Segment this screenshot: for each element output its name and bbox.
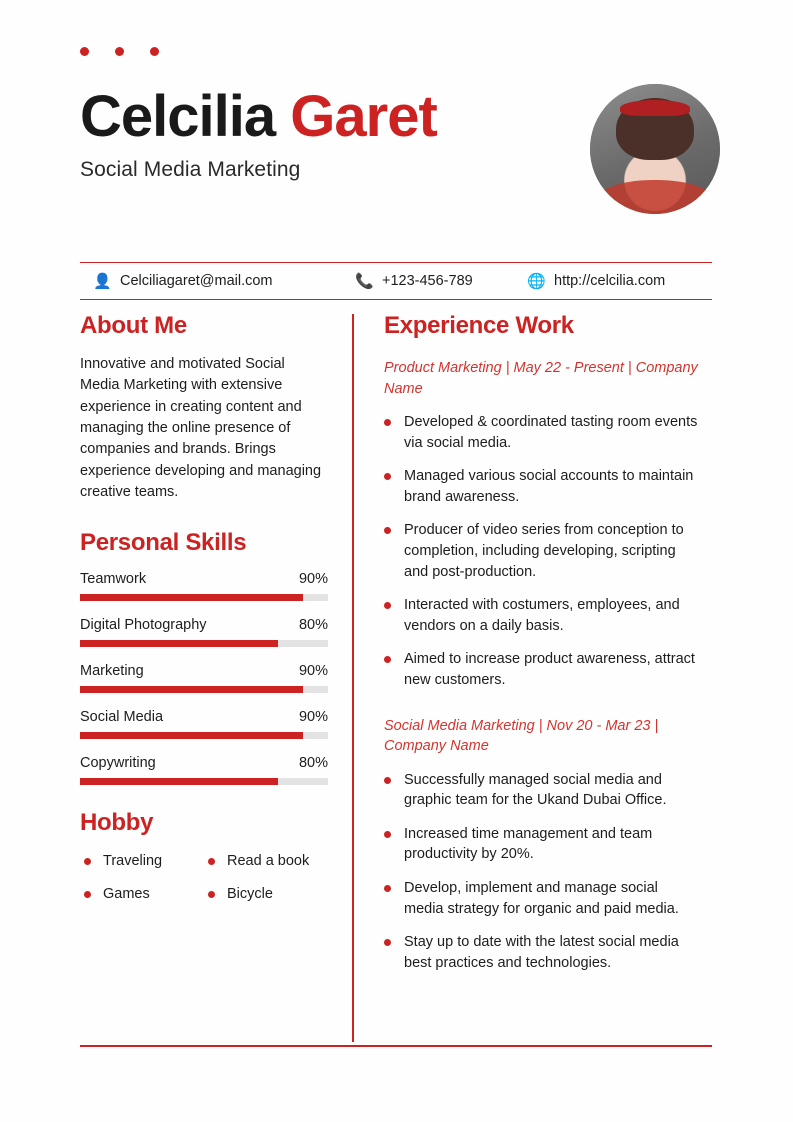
bullet-icon — [208, 891, 215, 898]
contact-website[interactable] — [514, 273, 712, 289]
bullet-icon — [208, 858, 215, 865]
experience-entry — [384, 358, 712, 691]
skill-value: 90% — [298, 709, 328, 726]
resume-header — [80, 84, 720, 218]
last-name: Garet — [290, 84, 437, 149]
bullet-icon — [384, 939, 391, 946]
dot-icon — [150, 47, 159, 56]
skill-label: Social Media — [80, 709, 164, 726]
skill-fill — [80, 594, 303, 601]
bullet-text: Stay up to date with the latest social media best practices and technologies. — [404, 934, 679, 971]
footer-rule — [80, 1045, 712, 1047]
resume-body — [80, 312, 712, 1042]
skill-item — [80, 571, 328, 601]
about-text: Innovative and motivated Social Media Marketing with extensive experience in creating content and managing the online presence of companies and brands. Brings experience developing and managing creative teams. — [80, 356, 322, 500]
job-heading: Social Media Marketing | Nov 20 - Mar 23 | Company Name — [384, 717, 659, 755]
person-icon: 👤 — [93, 272, 112, 290]
experience-title: Experience Work — [384, 312, 574, 339]
list-item — [208, 886, 348, 902]
job-bullets — [384, 770, 712, 974]
skill-value: 90% — [298, 663, 328, 680]
skill-fill — [80, 686, 303, 693]
skill-track — [80, 594, 328, 601]
list-item — [384, 649, 712, 690]
job-subtitle: Social Media Marketing — [80, 158, 301, 181]
list-item — [384, 520, 712, 582]
first-name: Celcilia — [80, 84, 276, 149]
bullet-text: Managed various social accounts to maintain brand awareness. — [404, 468, 694, 505]
contact-email-value: Celciliagaret@mail.com — [120, 273, 273, 289]
list-item — [384, 595, 712, 636]
avatar — [590, 84, 720, 214]
job-heading: Product Marketing | May 22 - Present | Company Name — [384, 360, 698, 397]
skill-value: 90% — [298, 571, 328, 588]
list-item — [384, 878, 712, 919]
bullet-icon — [384, 473, 391, 480]
list-item — [208, 853, 348, 869]
bullet-icon — [84, 858, 91, 865]
skill-label: Teamwork — [80, 571, 147, 588]
hobby-label: Read a book — [227, 853, 310, 870]
skills-title: Personal Skills — [80, 529, 247, 557]
contact-phone[interactable] — [342, 273, 514, 289]
avatar-shoulder — [598, 180, 712, 214]
skill-value: 80% — [298, 617, 328, 634]
bullet-icon — [384, 777, 391, 784]
bullet-icon — [384, 527, 391, 534]
skills-section — [80, 529, 348, 785]
bullet-text: Aimed to increase product awareness, attract new customers. — [404, 651, 695, 688]
hobby-label: Games — [103, 886, 150, 903]
dot-icon — [80, 47, 89, 56]
skill-fill — [80, 640, 278, 647]
bullet-icon — [384, 885, 391, 892]
decorative-dots — [80, 47, 159, 56]
hobby-label: Traveling — [103, 853, 163, 870]
skill-track — [80, 640, 328, 647]
bullet-icon — [384, 656, 391, 663]
section-spacer — [384, 704, 712, 716]
left-column — [80, 312, 348, 902]
list-item — [84, 886, 208, 902]
skill-fill — [80, 732, 303, 739]
bullet-text: Develop, implement and manage social media strategy for organic and paid media. — [404, 879, 679, 917]
list-item — [84, 853, 208, 869]
bullet-text: Successfully managed social media and graphic team for the Ukand Dubai Office. — [404, 771, 667, 809]
hobby-label: Bicycle — [227, 886, 273, 903]
skill-track — [80, 778, 328, 785]
list-item — [384, 412, 712, 453]
list-item — [384, 466, 712, 507]
skill-fill — [80, 778, 278, 785]
bullet-icon — [384, 419, 391, 426]
skill-value: 80% — [298, 755, 328, 772]
skill-item — [80, 617, 328, 647]
phone-icon: 📞 — [355, 272, 374, 290]
globe-icon: 🌐 — [527, 272, 546, 290]
hobby-list — [80, 853, 348, 902]
contact-website-value: http://celcilia.com — [554, 273, 666, 289]
list-item — [384, 932, 712, 973]
bullet-icon — [384, 602, 391, 609]
list-item — [384, 824, 712, 865]
job-bullets — [384, 412, 712, 690]
about-section — [80, 312, 348, 503]
hobby-section — [80, 809, 348, 902]
bullet-text: Interacted with costumers, employees, and vendors on a daily basis. — [404, 597, 680, 634]
skill-track — [80, 732, 328, 739]
skill-track — [80, 686, 328, 693]
bullet-text: Increased time management and team productivity by 20%. — [404, 825, 653, 863]
contact-email[interactable] — [80, 273, 342, 289]
bullet-text: Producer of video series from conception to completion, including developing, scripting and post-production. — [404, 522, 684, 580]
contact-bar — [80, 262, 712, 300]
right-column — [384, 312, 712, 986]
skill-label: Marketing — [80, 663, 144, 680]
experience-entry — [384, 716, 712, 974]
about-title: About Me — [80, 312, 187, 339]
skill-label: Digital Photography — [80, 617, 207, 634]
skill-item — [80, 709, 328, 739]
column-divider — [352, 314, 354, 1042]
contact-phone-value: +123-456-789 — [382, 273, 473, 289]
skill-label: Copywriting — [80, 755, 156, 772]
bullet-icon — [384, 831, 391, 838]
skill-item — [80, 663, 328, 693]
bullet-text: Developed & coordinated tasting room events via social media. — [404, 414, 698, 451]
list-item — [384, 770, 712, 811]
hobby-title: Hobby — [80, 809, 154, 837]
dot-icon — [115, 47, 124, 56]
bullet-icon — [84, 891, 91, 898]
avatar-headband — [620, 100, 690, 116]
skill-item — [80, 755, 328, 785]
